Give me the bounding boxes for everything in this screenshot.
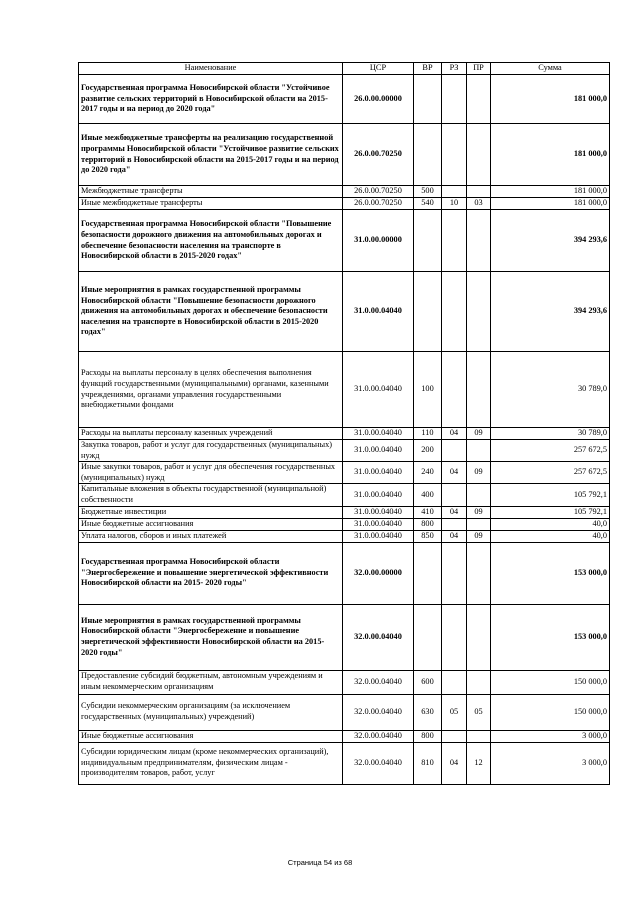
row-pr-cell: 12 [467,742,491,784]
row-name-cell: Иные межбюджетные трансферты [79,198,343,210]
row-name-cell: Бюджетные инвестиции [79,506,343,518]
row-csr-cell: 32.0.00.04040 [343,604,414,670]
row-pr-cell: 09 [467,530,491,542]
budget-table [78,62,610,785]
row-sum-cell: 181 000,0 [491,75,610,124]
row-name-cell: Закупка товаров, работ и услуг для государственных (муниципальных) нужд [79,440,343,462]
row-rz-cell [442,518,467,530]
row-sum-cell: 181 000,0 [491,198,610,210]
row-name-cell: Предоставление субсидий бюджетным, автономным учреждениям и иным некоммерческим организациям [79,670,343,694]
table-row [79,742,610,784]
row-csr-cell: 31.0.00.04040 [343,506,414,518]
header-csr: ЦСР [343,63,414,75]
row-csr-cell: 26.0.00.70250 [343,186,414,198]
row-sum-cell: 40,0 [491,518,610,530]
row-name-cell: Иные мероприятия в рамках государственной программы Новосибирской области "Энергосбережение и повышение энергетической эффективности Новосибирской области на 2015- 2020 годы" [79,604,343,670]
row-rz-cell [442,272,467,352]
row-sum-cell: 3 000,0 [491,742,610,784]
table-row [79,440,610,462]
row-sum-cell: 3 000,0 [491,730,610,742]
row-sum-cell: 105 792,1 [491,484,610,506]
table-row [79,542,610,604]
row-pr-cell [467,670,491,694]
row-vr-cell: 800 [414,518,442,530]
row-rz-cell [442,730,467,742]
row-csr-cell: 31.0.00.04040 [343,484,414,506]
table-row [79,518,610,530]
table-row [79,428,610,440]
row-sum-cell: 181 000,0 [491,124,610,186]
row-name-cell: Иные межбюджетные трансферты на реализацию государственной программы Новосибирской области "Устойчивое развитие сельских территорий в Новосибирской области на 2015-2017 годы и на период до 2020 года" [79,124,343,186]
row-vr-cell: 410 [414,506,442,518]
row-csr-cell: 31.0.00.04040 [343,428,414,440]
row-vr-cell: 200 [414,440,442,462]
row-vr-cell: 100 [414,352,442,428]
row-vr-cell [414,542,442,604]
row-vr-cell: 850 [414,530,442,542]
row-rz-cell: 05 [442,694,467,730]
row-name-cell: Субсидии юридическим лицам (кроме некоммерческих организаций), индивидуальным предпринимателям, физическим лицам - производителям товаров, работ, услуг [79,742,343,784]
row-name-cell: Иные закупки товаров, работ и услуг для обеспечения государственных (муниципальных) нужд [79,462,343,484]
row-sum-cell: 153 000,0 [491,542,610,604]
row-pr-cell: 03 [467,198,491,210]
row-sum-cell: 257 672,5 [491,440,610,462]
row-csr-cell: 32.0.00.04040 [343,694,414,730]
row-rz-cell [442,75,467,124]
row-csr-cell: 31.0.00.04040 [343,518,414,530]
row-rz-cell [442,670,467,694]
row-sum-cell: 153 000,0 [491,604,610,670]
row-csr-cell: 31.0.00.04040 [343,462,414,484]
row-sum-cell: 394 293,6 [491,272,610,352]
table-row [79,198,610,210]
row-pr-cell [467,186,491,198]
row-pr-cell [467,440,491,462]
row-vr-cell: 110 [414,428,442,440]
row-rz-cell [442,440,467,462]
row-name-cell: Уплата налогов, сборов и иных платежей [79,530,343,542]
row-pr-cell [467,352,491,428]
table-row [79,694,610,730]
row-name-cell: Межбюджетные трансферты [79,186,343,198]
table-row [79,124,610,186]
row-name-cell: Иные бюджетные ассигнования [79,730,343,742]
row-csr-cell: 31.0.00.04040 [343,440,414,462]
table-header-row [79,63,610,75]
row-name-cell: Государственная программа Новосибирской области "Энергосбережение и повышение энергетической эффективности Новосибирской области на 2015- 2020 годы" [79,542,343,604]
table-row [79,352,610,428]
header-vr: ВР [414,63,442,75]
row-pr-cell: 05 [467,694,491,730]
row-csr-cell: 26.0.00.70250 [343,124,414,186]
row-sum-cell: 150 000,0 [491,670,610,694]
row-vr-cell: 630 [414,694,442,730]
row-csr-cell: 26.0.00.00000 [343,75,414,124]
row-csr-cell: 32.0.00.04040 [343,730,414,742]
row-name-cell: Государственная программа Новосибирской области "Устойчивое развитие сельских территорий в Новосибирской области на 2015-2017 годы и на период до 2020 года" [79,75,343,124]
header-name: Наименование [79,63,343,75]
row-pr-cell [467,730,491,742]
row-pr-cell [467,75,491,124]
table-row [79,210,610,272]
row-rz-cell [442,542,467,604]
row-csr-cell: 32.0.00.04040 [343,742,414,784]
row-rz-cell: 04 [442,462,467,484]
row-pr-cell [467,604,491,670]
row-pr-cell: 09 [467,506,491,518]
row-sum-cell: 105 792,1 [491,506,610,518]
row-csr-cell: 32.0.00.04040 [343,670,414,694]
header-rz: РЗ [442,63,467,75]
row-vr-cell [414,124,442,186]
row-sum-cell: 257 672,5 [491,462,610,484]
table-row [79,186,610,198]
row-pr-cell [467,484,491,506]
row-rz-cell [442,210,467,272]
row-vr-cell: 540 [414,198,442,210]
row-sum-cell: 30 789,0 [491,428,610,440]
row-rz-cell: 04 [442,742,467,784]
row-pr-cell: 09 [467,428,491,440]
row-vr-cell: 400 [414,484,442,506]
table-row [79,75,610,124]
row-rz-cell [442,484,467,506]
row-name-cell: Расходы на выплаты персоналу казенных учреждений [79,428,343,440]
row-sum-cell: 30 789,0 [491,352,610,428]
table-row [79,730,610,742]
table-body [79,75,610,785]
row-vr-cell: 810 [414,742,442,784]
page-footer: Страница 54 из 68 [287,858,353,867]
table-row [79,272,610,352]
row-pr-cell [467,272,491,352]
row-name-cell: Государственная программа Новосибирской области "Повышение безопасности дорожного движения на автомобильных дорогах и обеспечение безопасности населения на транспорте в Новосибирской области в 2015-2020 годах" [79,210,343,272]
row-vr-cell [414,272,442,352]
header-pr: ПР [467,63,491,75]
row-sum-cell: 181 000,0 [491,186,610,198]
row-pr-cell [467,124,491,186]
table-row [79,462,610,484]
row-name-cell: Иные мероприятия в рамках государственной программы Новосибирской области "Повышение безопасности дорожного движения на автомобильных дорогах и обеспечение безопасности населения на транспорте в Новосибирской области в 2015-2020 годах" [79,272,343,352]
row-rz-cell [442,352,467,428]
row-name-cell: Капитальные вложения в объекты государственной (муниципальной) собственности [79,484,343,506]
row-pr-cell: 09 [467,462,491,484]
row-csr-cell: 32.0.00.00000 [343,542,414,604]
row-pr-cell [467,542,491,604]
row-csr-cell: 31.0.00.04040 [343,272,414,352]
row-name-cell: Расходы на выплаты персоналу в целях обеспечения выполнения функций государственными (муниципальными) органами, казенными учреждениями, органами управления государственными внебюджетными фондами [79,352,343,428]
row-sum-cell: 40,0 [491,530,610,542]
table-row [79,604,610,670]
row-vr-cell: 240 [414,462,442,484]
row-pr-cell [467,518,491,530]
row-csr-cell: 31.0.00.00000 [343,210,414,272]
row-name-cell: Иные бюджетные ассигнования [79,518,343,530]
row-vr-cell: 800 [414,730,442,742]
row-rz-cell [442,124,467,186]
row-rz-cell [442,604,467,670]
table-row [79,670,610,694]
row-rz-cell: 04 [442,428,467,440]
row-rz-cell: 04 [442,506,467,518]
header-sum: Сумма [491,63,610,75]
row-sum-cell: 394 293,6 [491,210,610,272]
row-name-cell: Субсидии некоммерческим организациям (за исключением государственных (муниципальных) учреждений) [79,694,343,730]
row-csr-cell: 31.0.00.04040 [343,352,414,428]
table-row [79,530,610,542]
table-row [79,484,610,506]
row-vr-cell [414,210,442,272]
table-row [79,506,610,518]
row-vr-cell: 500 [414,186,442,198]
row-rz-cell: 04 [442,530,467,542]
row-csr-cell: 26.0.00.70250 [343,198,414,210]
row-vr-cell [414,604,442,670]
row-rz-cell [442,186,467,198]
row-vr-cell [414,75,442,124]
row-pr-cell [467,210,491,272]
row-csr-cell: 31.0.00.04040 [343,530,414,542]
row-rz-cell: 10 [442,198,467,210]
row-sum-cell: 150 000,0 [491,694,610,730]
row-vr-cell: 600 [414,670,442,694]
